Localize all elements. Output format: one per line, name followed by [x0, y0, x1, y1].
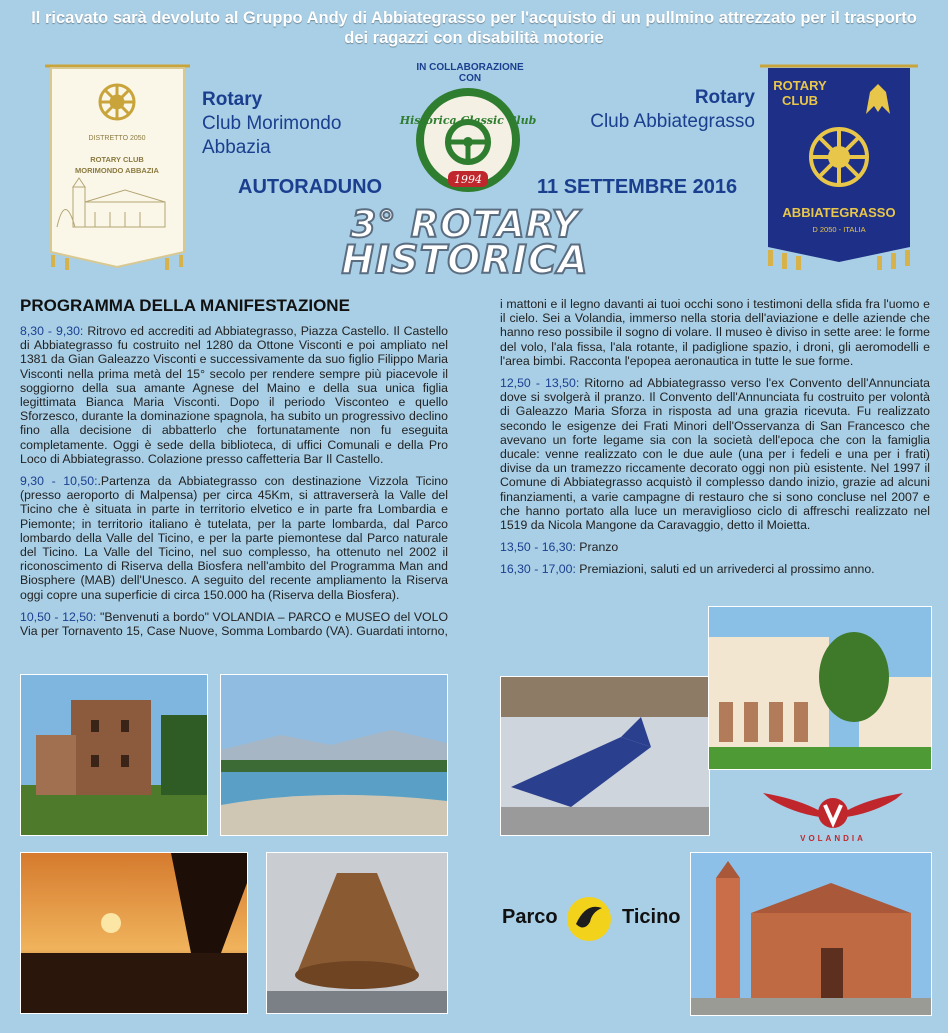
- program-text: Premiazioni, saluti ed un arrivederci al prossimo anno.: [575, 562, 875, 577]
- parco-right-text: Ticino: [622, 906, 681, 928]
- top-banner: [20, 8, 928, 48]
- club-left-brand: Rotary: [202, 89, 263, 110]
- volandia-logo: [758, 785, 908, 845]
- program-item: [500, 376, 930, 532]
- title-line-2: HISTORICA: [341, 238, 589, 283]
- logo-year: 1994: [454, 173, 482, 186]
- logo-text: Historica Classic Club: [399, 114, 537, 127]
- program-item: [500, 540, 930, 554]
- photo-sunset: [20, 852, 248, 1014]
- pennant-left-line1: ROTARY CLUB: [90, 155, 144, 164]
- program-text: Ritrovo ed accrediti ad Abbiategrasso, Piazza Castello. Il Castello di Abbiategrasso fu costruito nel 1280 da Ottone Visconti e poi ampliato nel 1381 da Gian Galeazzo Visconti e successivamente da suo figlio Filippo Maria Visconti nella prima metà del 15° secolo per rendere sempre più piacevole il soggiorno della sua amante Agnese del Maino e della sua unica figlia legittimata Bianca Maria Visconti. Dopo il periodo Visconteo e quello Sforzesco, durante la dominazione spagnola, ha subito un progressivo declino fino alla decisione di abbatterlo che fortunatamente non fu eseguita completamente. Oggi è sede della biblioteca, di uffici Comunali e della Pro Loco di Abbiategrasso. Colazione presso caffetteria Bar Il Castello.: [20, 324, 448, 466]
- photo-ticino-river: [220, 674, 448, 836]
- collab-line-2: CON: [458, 73, 482, 84]
- club-right-brand: Rotary: [694, 87, 755, 108]
- event-label: AUTORADUNO: [238, 176, 383, 198]
- event-date: 11 SETTEMBRE 2016: [537, 176, 738, 198]
- banner-line-2: dei ragazzi con disabilità motorie: [344, 29, 604, 47]
- title-line-1: 3° ROTARY: [350, 203, 580, 246]
- parco-ticino-logo: [502, 888, 690, 948]
- program-time: 10,50 - 12,50:: [20, 609, 97, 624]
- program-time: 8,30 - 9,30:: [20, 324, 84, 338]
- parco-left-text: Parco: [502, 906, 558, 928]
- photo-cloister: [708, 606, 932, 770]
- photo-volandia-museum: [500, 676, 710, 836]
- program-text: Ritorno ad Abbiategrasso verso l'ex Convento dell'Annunciata dove si svolgerà il pranzo. Il Convento dell'Annunciata fu costruito per volontà di Galeazzo Maria Sforza in risposta ad una grazia ricevuta. Fu realizzato secondo le esigenze dei Frati Minori dell'Osservanza di San Francesco che avevano un forte legame sia con la società dell'epoca che con la famiglia ducale: venne realizzato con le due aule (una per i fedeli e una per i frati) divise da un tramezzo riccamente decorato oggi non più esistente. Nel 1997 il Comune di Abbiategrasso acquistò il complesso dando inizio, grazie ad alcuni finanziamenti, a varie campagne di restauro che si sono concluse nel 2007 e che hanno portato alla luce un meraviglioso ciclo di affreschi realizzato nel 1519 da Nicola Mangone da Caravaggio, detto il Moietta.: [500, 376, 930, 533]
- club-right-line1: Club Abbiategrasso: [590, 111, 755, 132]
- collab-line-1: IN COLLABORAZIONE: [416, 62, 524, 73]
- program-time: 9,30 - 10,50:: [20, 474, 98, 489]
- historica-club-logo: [399, 84, 537, 199]
- program-column-right: [500, 297, 930, 585]
- parco-ticino-emblem-icon: [562, 894, 616, 944]
- banner-line-1: Il ricavato sarà devoluto al Gruppo Andy di Abbiategrasso per l'acquisto di un pullmino attrezzato per il trasporto: [31, 9, 917, 27]
- program-text: "Benvenuti a bordo" VOLANDIA – PARCO e MUSEO del VOLO Via per Tornavento 15, Case Nuove, Somma Lombardo (VA). Guardati intorno,: [20, 609, 449, 639]
- volandia-text: VOLANDIA: [800, 834, 866, 843]
- pennant-right-line3: ABBIATEGRASSO: [782, 205, 896, 220]
- program-text: Pranzo: [575, 540, 619, 555]
- pennant-abbiategrasso: [760, 62, 918, 272]
- photo-annunciata-convent: [690, 852, 932, 1016]
- photo-space-capsule: [266, 852, 448, 1014]
- program-heading: PROGRAMMA DELLA MANIFESTAZIONE: [20, 296, 350, 315]
- program-time: 13,50 - 16,30:: [500, 540, 576, 555]
- program-item: [20, 474, 448, 602]
- pennant-left-distretto: DISTRETTO 2050: [88, 135, 146, 142]
- photo-castle: [20, 674, 208, 836]
- pennant-right-line1: ROTARY: [773, 78, 827, 93]
- program-text: .Partenza da Abbiategrasso con destinazione Vizzola Ticino (presso aeroporto di Malpensa) per circa 45Km, si attraverserà la Valle del Ticino che è situata in parte in territorio elvetico e in parte fra Lombardia e Piemonte; in territorio italiano è tutelata, per la parte lombarda, dal Parco lombardo della Valle del Ticino, e per la parte piemontese dal Parco naturale del Ticino. La Valle del Ticino, nel suo complesso, ha ottenuto nel 2002 il riconoscimento di Riserva della Biosfera nell'ambito del Programma Man and Biosphere (MAB) dell'Unesco. A seguito del recente ampliamento la Riserva oggi copre una superficie di circa 150.000 ha (Riserva della Biosfera).: [20, 474, 448, 602]
- program-continuation: i mattoni e il legno davanti ai tuoi occhi sono i testimoni della sfida fra l'uomo e il cielo. Sei a Volandia, immerso nella storia dell'aviazione e delle aziende che hanno reso possibile il sogno di volare. Il museo è diviso in sette aree: le forme del volo, l'ala fissa, l'ala rotante, il padiglione spazio, i droni, gli aeromodelli e l'area bimbi. Racconta l'epopea aeronautica in tutte le sue forme.: [500, 297, 930, 368]
- program-column-left: [20, 324, 448, 646]
- pennant-right-line2: CLUB: [781, 93, 819, 108]
- pennant-right-line4: D 2050 - ITALIA: [812, 225, 866, 234]
- pennant-left-line2: MORIMONDO ABBAZIA: [75, 166, 159, 175]
- program-item: [20, 324, 448, 466]
- club-abbiategrasso: [560, 86, 755, 134]
- program-time: 12,50 - 13,50:: [500, 376, 580, 391]
- program-item: [500, 562, 930, 576]
- program-item: [20, 610, 448, 638]
- collaboration-label: [405, 62, 535, 84]
- club-morimondo: [202, 88, 341, 160]
- club-left-line1: Club Morimondo: [202, 113, 342, 134]
- pennant-morimondo: [45, 62, 190, 272]
- club-left-line2: Abbazia: [202, 137, 271, 158]
- program-time: 16,30 - 17,00:: [500, 562, 576, 577]
